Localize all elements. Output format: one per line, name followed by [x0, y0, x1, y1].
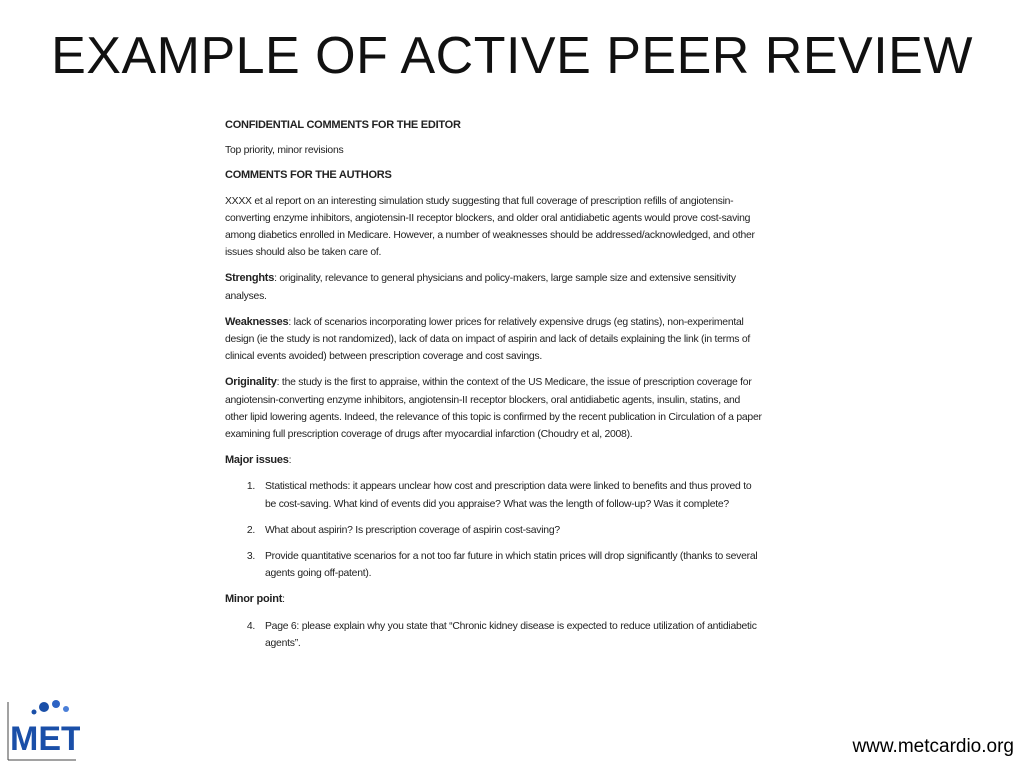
- minor-point-colon: :: [282, 594, 285, 606]
- minor-point-heading: [225, 591, 765, 608]
- list-number: 2.: [246, 524, 255, 536]
- list-item: [225, 522, 765, 539]
- list-text: What about aspirin? Is prescription coverage of aspirin cost-saving?: [265, 524, 560, 536]
- minor-point-label: Minor point: [225, 593, 283, 606]
- originality-text: : the study is the first to appraise, within the context of the US Medicare, the issue of prescription coverage for angiotensin-converting enzyme inhibitors, angiotensin-II receptor blockers, oral antidiabetic agents, insulin, statins, and other lipid lowering agents. Indeed, the relevance of this topic is confirmed by the recent publication in Circulation of a paper examining full prescription coverage of drugs after myocardial infarction (Choudry et al, 2008).: [225, 377, 762, 441]
- list-item: [225, 618, 765, 652]
- list-number: 1.: [246, 481, 255, 493]
- major-issues-label: Major issues: [225, 454, 289, 467]
- strengths-label: Strenghts: [225, 272, 275, 285]
- weaknesses-text: : lack of scenarios incorporating lower prices for relatively expensive drugs (eg statins), non-experimental design (ie the study is not randomized), lack of data on impact of aspirin and lack of details explaining the link (in terms of clinical events avoided) between prescription coverage and cost savings.: [225, 316, 751, 363]
- list-text: Statistical methods: it appears unclear how cost and prescription data were linked to benefits and thus proved to be cost-saving. What kind of events did you appraise? What was the length of follow-up? Was it complete?: [265, 481, 752, 510]
- review-document: [225, 117, 765, 652]
- originality-paragraph: [225, 374, 765, 443]
- slide-title: EXAMPLE OF ACTIVE PEER REVIEW: [51, 27, 973, 85]
- weaknesses-label: Weaknesses: [225, 315, 289, 328]
- list-number: 3.: [246, 551, 255, 563]
- weaknesses-paragraph: [225, 314, 765, 366]
- intro-paragraph: XXXX et al report on an interesting simulation study suggesting that full coverage of prescription refills of angiotensin-converting enzyme inhibitors, angiotensin-II receptor blockers, and older oral antidiabetic agents would prove cost-saving among diabetics enrolled in Medicare. However, a number of weaknesses should be addressed/acknowledged, and other issues should also be taken care of.: [225, 195, 755, 259]
- footer-url: www.metcardio.org: [852, 736, 1014, 757]
- major-issues-colon: :: [288, 455, 292, 467]
- major-issues-heading: [225, 452, 765, 469]
- met-logo: [4, 698, 80, 764]
- strengths-paragraph: [225, 270, 765, 304]
- authors-heading: COMMENTS FOR THE AUTHORS: [225, 169, 392, 182]
- editor-comment: Top priority, minor revisions: [225, 145, 344, 157]
- originality-label: Originality: [225, 376, 277, 389]
- list-item: [225, 478, 765, 512]
- strengths-text: : originality, relevance to general physicians and policy-makers, large sample size and extensive sensitivity analyses.: [225, 273, 736, 302]
- list-text: Provide quantitative scenarios for a not too far future in which statin prices will drop significantly (thanks to several agents going off-patent).: [265, 551, 758, 580]
- list-item: [225, 548, 765, 582]
- list-number: 4.: [246, 620, 255, 632]
- list-text: Page 6: please explain why you state that “Chronic kidney disease is expected to reduce utilization of antidiabetic agents”.: [265, 620, 757, 649]
- editor-heading: CONFIDENTIAL COMMENTS FOR THE EDITOR: [225, 119, 461, 131]
- logo-text: MET: [10, 720, 80, 758]
- met-logo-icon: [4, 698, 80, 764]
